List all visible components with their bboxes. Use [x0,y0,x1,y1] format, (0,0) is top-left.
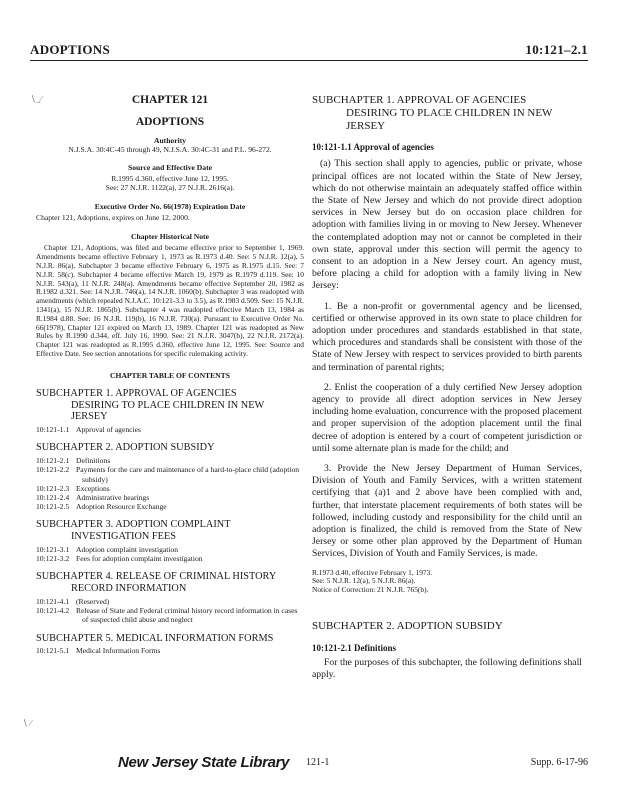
toc-entry[interactable]: 10:121-5.1 Medical Information Forms [36,646,161,656]
table-of-contents [36,388,304,656]
running-head-section: 10:121–2.1 [525,42,588,57]
exec-order-text: Chapter 121, Adoptions, expires on June 12, 2000. [36,213,190,223]
toc-subchapter-title: RECORD INFORMATION [71,583,187,595]
left-column [36,94,304,656]
definitions-intro: For the purposes of this subchapter, the following definitions shall apply. [312,657,582,681]
source-note [312,569,582,595]
header-rule [30,60,588,61]
paragraph-2: 2. Enlist the cooperation of a duly certified New Jersey adoption agency to provide all direct adoption services in New Jersey including home evaluation, concurrence with the proposed placement and proper supervision of the adoption placement until the final decree of adoption is entered by a court of competent jurisdiction or until some alternate plan is made for the child; and [312,381,582,454]
toc-subchapter-1 [36,388,304,435]
subchapter-1-heading [312,94,582,132]
source-line-1: R.1995 d.360, effective June 12, 1995. [111,174,229,184]
chapter-number: CHAPTER 121 [131,94,209,106]
source-note-line: R.1973 d.40, effective February 1, 1973. [312,567,433,577]
toc-entry[interactable]: 10:121-4.1 (Reserved) [36,596,110,606]
subchapter-2-heading: SUBCHAPTER 2. ADOPTION SUBSIDY [312,620,503,633]
toc-entry[interactable]: 10:121-1.1 Approval of agencies [36,425,141,435]
right-column [312,94,582,682]
toc-entry[interactable]: 10:121-2.3 Exceptions [36,483,110,493]
toc-subchapter-3 [36,519,304,563]
subchapter-title-line: DESIRING TO PLACE CHILDREN IN NEW [346,106,553,119]
source-line-2: See: 27 N.J.R. 1122(a), 27 N.J.R. 2616(a). [105,183,235,193]
running-head-title: ADOPTIONS [30,42,110,57]
source-note-line: See: 5 N.J.R. 12(a), 5 N.J.R. 86(a). [312,576,416,586]
toc-entry[interactable]: 10:121-2.2 Payments for the care and maintenance of a hard-to-place child (adoption subsidy) [36,465,300,484]
exec-order-heading: Executive Order No. 66(1978) Expiration Date [94,202,246,212]
toc-entry[interactable]: 10:121-4.2 Release of State and Federal criminal history record information in cases of suspected child abuse and neglect [36,606,298,625]
source-note-line: Notice of Correction: 21 N.J.R. 765(b). [312,584,429,594]
toc-subchapter-title: SUBCHAPTER 1. APPROVAL OF AGENCIES [36,387,237,399]
toc-subchapter-title: SUBCHAPTER 3. ADOPTION COMPLAINT [36,519,231,531]
toc-subchapter-2 [36,442,304,511]
paragraph-3: 3. Provide the New Jersey Department of Human Services, Division of Youth and Family Services, with a written statement certifying that (a)1 and 2 above have been complied with and, further, that interstate placement requirements of both states will be followed, including custody and responsibility for the child until an adoption is finalized, the child is removed from the State of New Jersey or some other plan approved by the Department of Human Services, Division of Youth and Family Services, is made. [312,463,582,560]
source-heading: Source and Effective Date [127,163,212,173]
section-heading-2-1: 10:121-2.1 Definitions [312,643,396,654]
history-note: Chapter 121, Adoptions, was filed and became effective prior to September 1, 1969. Amendments became effective February 1, 1973 as R.1973 d.40. See: 5 N.J.R. 12(a), 5 N.J.R. 86(a). Subchapter 3 became effective February 6, 1975 as R.1975 d.15. See: 7 N.J.R. 58(c). Subchapter 4 became effective March 19, 1979 as R.1979 d.119. See: 10 N.J.R. 543(a), 11 N.J.R. 248(a). Amendments became effective September 20, 1982 as R.1982 d.321. See: 14 N.J.R. 746(a), 14 N.J.R. 1060(b). Subchapter 3 was readopted with amendments (which repealed N.J.A.C. 10:121-3.3 to 3.5), as R.1983 d.509. See: 15 N.J.R. 1341(a), 15 N.J.R. 1865(b). Subchapter 4 was readopted effective March 13, 1984 as R.1984 d.88. See: 16 N.J.R. 119(b), 16 N.J.R. 730(a). Pursuant to Executive Order No. 66(1978), Chapter 121 expired on March 13, 1989. Chapter 121 was readopted as New Rules by R.1990 d.344, eff. July 16, 1990. See: 21 N.J.R. 3047(b), 22 N.J.R. 2172(a). Chapter 121 was readopted as R.1995 d.360, effective June 12, 1995. See: Source and Effective Date. See section annotations for specific rulemaking activity. [36,243,304,358]
subchapter-title-line: JERSEY [346,119,386,132]
page-number: 121-1 [306,757,330,768]
toc-subchapter-title: SUBCHAPTER 2. ADOPTION SUBSIDY [36,442,215,454]
toc-entry[interactable]: 10:121-2.4 Administrative hearings [36,492,150,502]
toc-entry[interactable]: 10:121-3.1 Adoption complaint investigation [36,544,179,554]
scan-mark: ∖ ∕ [22,718,32,728]
toc-entry[interactable]: 10:121-2.5 Adoption Resource Exchange [36,502,167,512]
supplement-date: Supp. 6-17-96 [530,757,588,768]
subchapter-title-line: SUBCHAPTER 1. APPROVAL OF AGENCIES [312,94,527,106]
toc-subchapter-title: DESIRING TO PLACE CHILDREN IN NEW [71,399,265,411]
chapter-title: ADOPTIONS [135,116,205,128]
library-logo: New Jersey State Library [118,754,290,771]
toc-subchapter-5 [36,633,304,656]
toc-subchapter-title: SUBCHAPTER 4. RELEASE OF CRIMINAL HISTORY [36,571,277,583]
history-heading: Chapter Historical Note [131,232,209,242]
section-heading-1-1: 10:121-1.1 Approval of agencies [312,142,434,153]
scan-mark: ∖_∕ [30,94,42,104]
toc-subchapter-4 [36,571,304,624]
authority-heading: Authority [153,136,187,145]
toc-subchapter-title: SUBCHAPTER 5. MEDICAL INFORMATION FORMS [36,632,274,644]
toc-subchapter-title: INVESTIGATION FEES [71,531,176,543]
toc-entry[interactable]: 10:121-2.1 Definitions [36,456,111,466]
paragraph-1: 1. Be a non-profit or governmental agency and be licensed, certified or otherwise approved in its own state to place children for adoption under procedures and standards established in that state, which procedures and standards shall be consistent with those of the State of New Jersey with respect to services provided to birth parents and termination of parental rights; [312,300,582,373]
authority-text: N.J.S.A. 30:4C-45 through 49, N.J.S.A. 30:4C-31 and P.L. 96-272. [68,145,272,154]
toc-heading: CHAPTER TABLE OF CONTENTS [110,370,230,380]
toc-subchapter-title: JERSEY [71,411,108,423]
toc-entry[interactable]: 10:121-3.2 Fees for adoption complaint investigation [36,554,203,564]
paragraph-a: (a) This section shall apply to agencies, public or private, whose principal offices are not located within the State of New Jersey, which do not otherwise maintain an adequately staffed office within the State of New Jersey and which do not provide direct adoption services in New Jersey but do on occasion place children for adoption with families living in or moving to New Jersey. Whenever the contemplated adoption may not or cannot be completed in their own state, approval under this section will permit the agency to consent to an adoption in a New Jersey court. An agency must, before placing a child for adoption with a family living in New Jersey: [312,158,582,292]
